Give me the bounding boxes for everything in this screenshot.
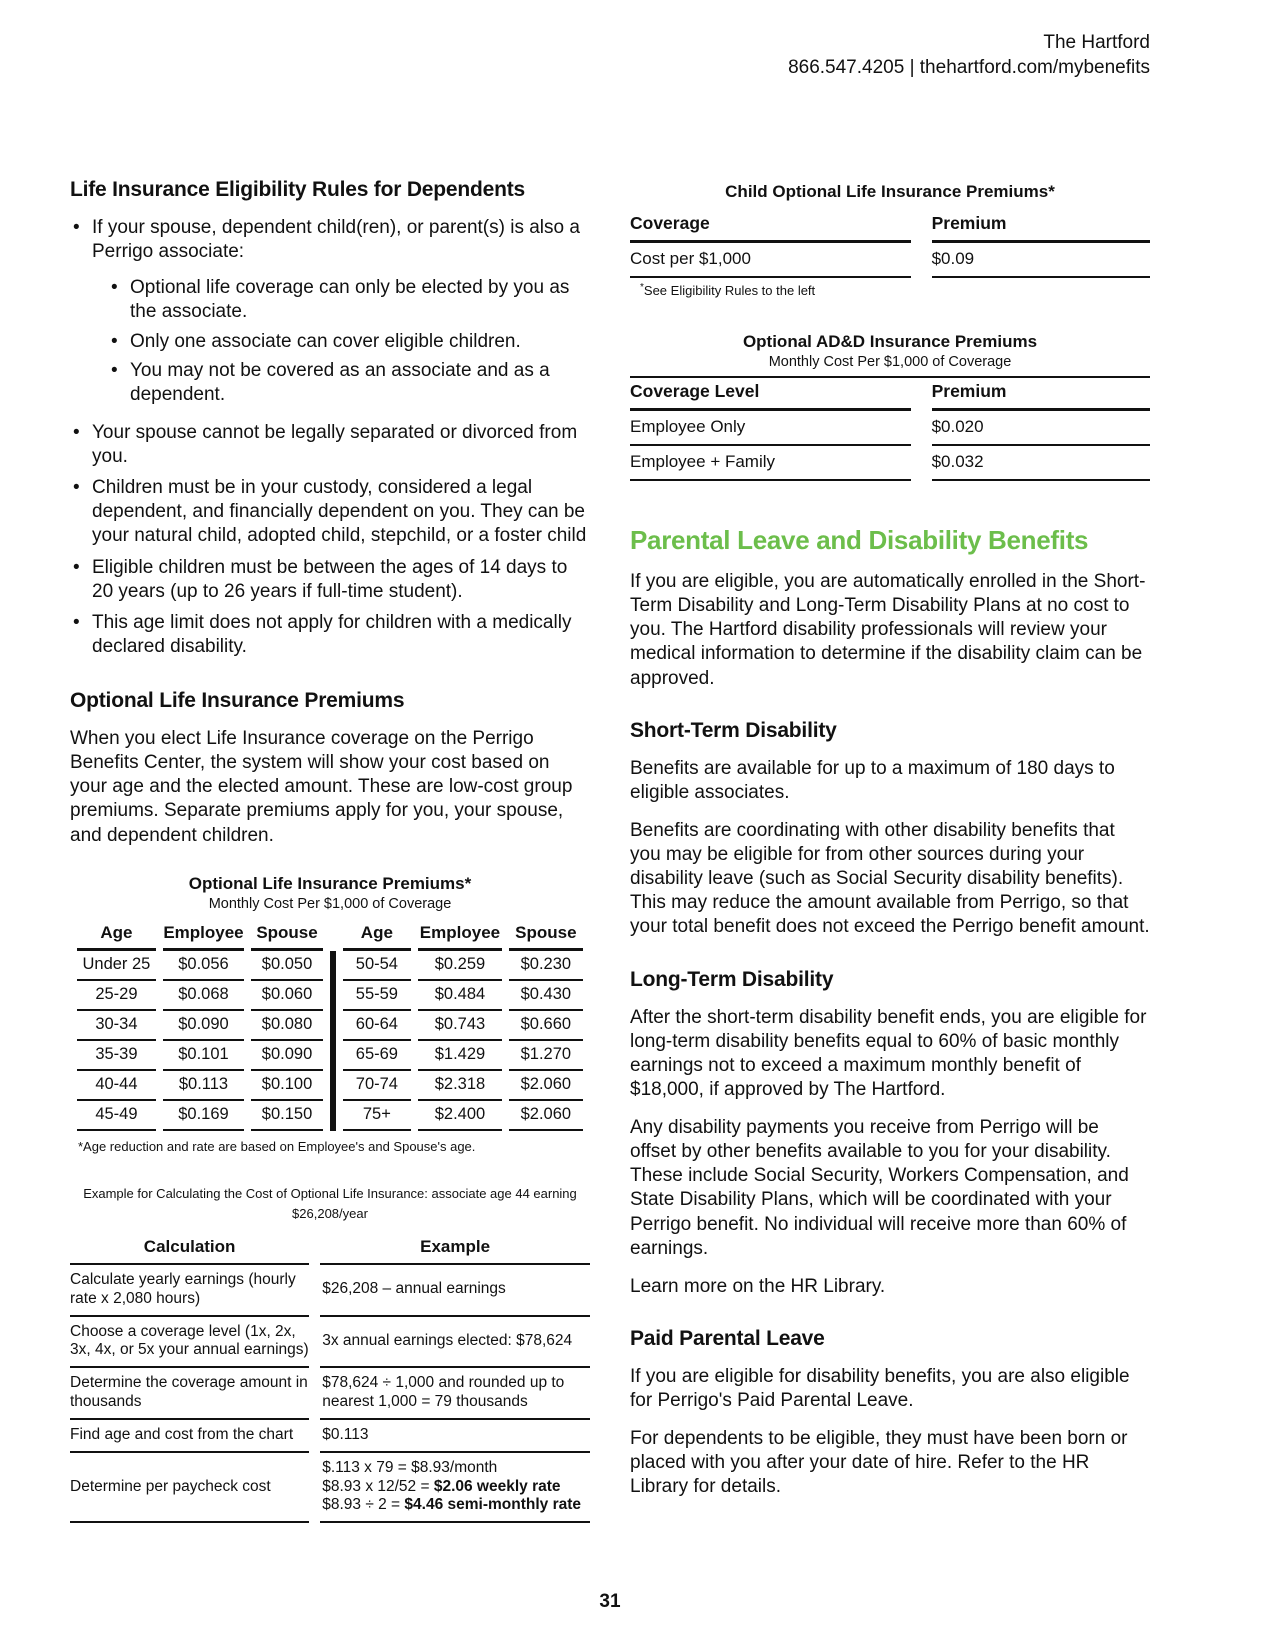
add-table-title: Optional AD&D Insurance Premiums [742, 332, 1038, 351]
table-row [630, 446, 1150, 481]
column-header: Age [77, 920, 156, 951]
column-header: Employee [163, 920, 244, 951]
column-header: Employee [418, 920, 502, 951]
table-header-row [77, 920, 583, 951]
table-cell: $0.100 [251, 1071, 323, 1101]
right-column [630, 178, 1150, 1523]
example-cell: 3x annual earnings elected: $78,624 [320, 1317, 590, 1369]
table-cell: $0.090 [251, 1041, 323, 1071]
calculation-cell: Choose a coverage level (1x, 2x, 3x, 4x, or 5x your annual earnings) [70, 1317, 309, 1369]
table-header-row [70, 1235, 590, 1265]
table-cell: $0.090 [163, 1011, 244, 1041]
table-cell: $0.743 [418, 1011, 502, 1041]
add-table-subtitle: Monthly Cost Per $1,000 of Coverage [768, 354, 1012, 370]
column-header: Age [343, 920, 412, 951]
std-paragraph: Benefits are coordinating with other disability benefits that you may be eligible for from other sources during your disability leave (such as Social Security disability benefits). This may reduce the amount available from Perrigo, so that your total benefit does not exceed the Perrigo benefit amount. [630, 819, 1150, 938]
table-cell: 35-39 [77, 1041, 156, 1071]
table-divider [330, 1101, 336, 1131]
table-cell: 50-54 [343, 951, 412, 981]
optional-life-premiums-table [70, 920, 590, 1131]
table-cell: $0.150 [251, 1101, 323, 1131]
table-divider [330, 981, 336, 1011]
table-cell: Under 25 [77, 951, 156, 981]
ltd-paragraph: Learn more on the HR Library. [630, 1275, 886, 1297]
table-cell: $0.259 [418, 951, 502, 981]
table-divider [330, 1071, 336, 1101]
table-cell: 25-29 [77, 981, 156, 1011]
list-item: • Your spouse cannot be legally separated or divorced from you. [70, 421, 590, 469]
eligibility-bullet-list [70, 216, 590, 659]
example-line: $8.93 x 12/52 = $2.06 weekly rate [322, 1477, 561, 1495]
ppl-paragraph: For dependents to be eligible, they must have been born or placed with you after your date of hire. Refer to the HR Library for details. [630, 1428, 1128, 1498]
table-cell: 70-74 [343, 1071, 412, 1101]
example-cell: $0.113 [320, 1420, 590, 1453]
calculation-cell: Determine the coverage amount in thousands [70, 1368, 309, 1420]
calculation-cell: Calculate yearly earnings (hourly rate x 2,080 hours) [70, 1265, 309, 1317]
table-cell: 40-44 [77, 1071, 156, 1101]
child-optional-life-table [630, 210, 1150, 278]
table-cell: $0.101 [163, 1041, 244, 1071]
eligibility-sub-list [108, 276, 590, 407]
calculation-example-table [59, 1235, 601, 1523]
long-term-disability-heading: Long-Term Disability [630, 967, 834, 991]
bullet-text: If your spouse, dependent child(ren), or parent(s) is also a Perrigo associate: [92, 217, 580, 263]
calculation-cell: Find age and cost from the chart [70, 1420, 309, 1453]
table-row [70, 1317, 590, 1369]
list-item: • Only one associate can cover eligible children. [108, 330, 590, 354]
table-row [77, 981, 583, 1011]
column-header: Spouse [509, 920, 583, 951]
table-cell: $0.660 [509, 1011, 583, 1041]
table-cell: $2.400 [418, 1101, 502, 1131]
brand-name: The Hartford [1043, 32, 1150, 53]
table-cell: $0.020 [932, 411, 1150, 446]
table-row [630, 411, 1150, 446]
example-cell: $78,624 ÷ 1,000 and rounded up to nearest 1,000 = 79 thousands [320, 1368, 590, 1420]
table-cell: $0.09 [932, 243, 1150, 278]
premiums-table-footnote: *Age reduction and rate are based on Employee's and Spouse's age. [78, 1138, 476, 1154]
example-caption [70, 1184, 590, 1226]
table-row [77, 1041, 583, 1071]
table-cell: $0.230 [509, 951, 583, 981]
table-cell: Employee Only [630, 411, 911, 446]
list-item: • Eligible children must be between the ages of 14 days to 20 years (up to 26 years if full-time student). [70, 556, 590, 604]
example-line: $8.93 ÷ 2 = $4.46 semi-monthly rate [322, 1495, 582, 1513]
table-row [70, 1420, 590, 1453]
table-cell: $2.060 [509, 1101, 583, 1131]
page-number: 31 [599, 1591, 621, 1612]
table-cell: $0.032 [932, 446, 1150, 481]
page-footer [70, 1591, 1150, 1613]
table-divider [330, 1011, 336, 1041]
example-cell: $26,208 – annual earnings [320, 1265, 590, 1317]
table-cell: 30-34 [77, 1011, 156, 1041]
std-paragraph: Benefits are available for up to a maximum of 180 days to eligible associates. [630, 757, 1115, 803]
table-cell: $0.169 [163, 1101, 244, 1131]
table-cell: $0.056 [163, 951, 244, 981]
table-row [70, 1368, 590, 1420]
content-columns [70, 178, 1150, 1523]
table-cell: $2.060 [509, 1071, 583, 1101]
calculation-cell: Determine per paycheck cost [70, 1453, 309, 1523]
table-row [77, 951, 583, 981]
table-cell: 75+ [343, 1101, 412, 1131]
column-header: Spouse [251, 920, 323, 951]
table-row [77, 1011, 583, 1041]
page-header [788, 30, 1150, 80]
table-cell: $0.484 [418, 981, 502, 1011]
list-item: • Children must be in your custody, considered a legal dependent, and financially dependent on you. They can be your natural child, adopted child, stepchild, or a foster child [70, 476, 590, 548]
table-cell: 55-59 [343, 981, 412, 1011]
ltd-paragraph: Any disability payments you receive from Perrigo will be offset by other benefits available to you for your disability. These include Social Security, Workers Compensation, and State Disability Plans, which will be coordinated with your Perrigo benefit. No individual will receive more than 60% of earnings. [630, 1117, 1129, 1259]
add-insurance-table [630, 378, 1150, 481]
table-divider [330, 920, 336, 951]
optional-premiums-paragraph: When you elect Life Insurance coverage on the Perrigo Benefits Center, the system will show your cost based on your age and the elected amount. These are low-cost group premiums. Separate premiums apply for you, your spouse, and dependent children. [70, 728, 573, 846]
table-row [70, 1453, 590, 1523]
table-cell: 60-64 [343, 1011, 412, 1041]
table-cell: $1.429 [418, 1041, 502, 1071]
eligibility-heading: Life Insurance Eligibility Rules for Dependents [70, 178, 526, 201]
table-row [630, 243, 1150, 278]
table-cell: $1.270 [509, 1041, 583, 1071]
optional-premiums-heading: Optional Life Insurance Premiums [70, 689, 405, 712]
list-item: • This age limit does not apply for children with a medically declared disability. [70, 611, 590, 659]
short-term-disability-heading: Short-Term Disability [630, 718, 837, 742]
list-item: • You may not be covered as an associate and as a dependent. [108, 359, 590, 407]
column-header: Premium [932, 378, 1150, 411]
paid-parental-leave-heading: Paid Parental Leave [630, 1326, 825, 1350]
highlighted-rate: $4.46 semi-monthly rate [404, 1495, 582, 1513]
column-header: Coverage Level [630, 378, 911, 411]
table-cell: 45-49 [77, 1101, 156, 1131]
column-header: Calculation [70, 1235, 309, 1265]
parental-leave-heading: Parental Leave and Disability Benefits [630, 525, 1089, 555]
example-caption-line: Example for Calculating the Cost of Optional Life Insurance: associate age 44 earning [83, 1185, 577, 1201]
table-cell: $2.318 [418, 1071, 502, 1101]
list-item [70, 216, 590, 407]
table-cell: $0.068 [163, 981, 244, 1011]
column-header: Example [320, 1235, 590, 1265]
table-cell: 65-69 [343, 1041, 412, 1071]
premiums-table-subtitle: Monthly Cost Per $1,000 of Coverage [208, 895, 452, 912]
ppl-paragraph: If you are eligible for disability benefits, you are also eligible for Perrigo's Paid Parental Leave. [630, 1365, 1130, 1411]
contact-line: 866.547.4205 | thehartford.com/mybenefits [788, 57, 1150, 79]
premiums-table-title: Optional Life Insurance Premiums* [188, 873, 472, 893]
ltd-paragraph: After the short-term disability benefit ends, you are eligible for long-term disability benefits equal to 60% of basic monthly earnings not to exceed a maximum monthly benefit of $18,000, if approved by The Hartford. [630, 1006, 1147, 1100]
table-row [77, 1101, 583, 1131]
highlighted-rate: $2.06 weekly rate [433, 1477, 561, 1495]
table-cell: Cost per $1,000 [630, 243, 911, 278]
table-divider [330, 1041, 336, 1071]
child-table-title: Child Optional Life Insurance Premiums* [725, 182, 1055, 201]
table-cell: $0.430 [509, 981, 583, 1011]
list-item: • Optional life coverage can only be elected by you as the associate. [108, 276, 590, 324]
child-table-footnote: *See Eligibility Rules to the left [640, 282, 816, 298]
example-line: $.113 x 79 = $8.93/month [322, 1459, 498, 1477]
table-cell: $0.060 [251, 981, 323, 1011]
left-column [70, 178, 590, 1523]
table-divider [330, 951, 336, 981]
column-header: Premium [932, 210, 1150, 243]
table-cell: $0.113 [163, 1071, 244, 1101]
table-header-row [630, 378, 1150, 411]
column-header: Coverage [630, 210, 911, 243]
table-cell: $0.050 [251, 951, 323, 981]
table-row [70, 1265, 590, 1317]
example-cell [320, 1453, 590, 1523]
example-caption-line: $26,208/year [292, 1206, 368, 1222]
table-cell: $0.080 [251, 1011, 323, 1041]
parental-leave-intro: If you are eligible, you are automatically enrolled in the Short-Term Disability and Long-Term Disability Plans at no cost to you. The Hartford disability professionals will review your medical information to determine if the disability claim can be approved. [630, 571, 1146, 689]
table-row [77, 1071, 583, 1101]
table-header-row [630, 210, 1150, 243]
table-cell: Employee + Family [630, 446, 911, 481]
